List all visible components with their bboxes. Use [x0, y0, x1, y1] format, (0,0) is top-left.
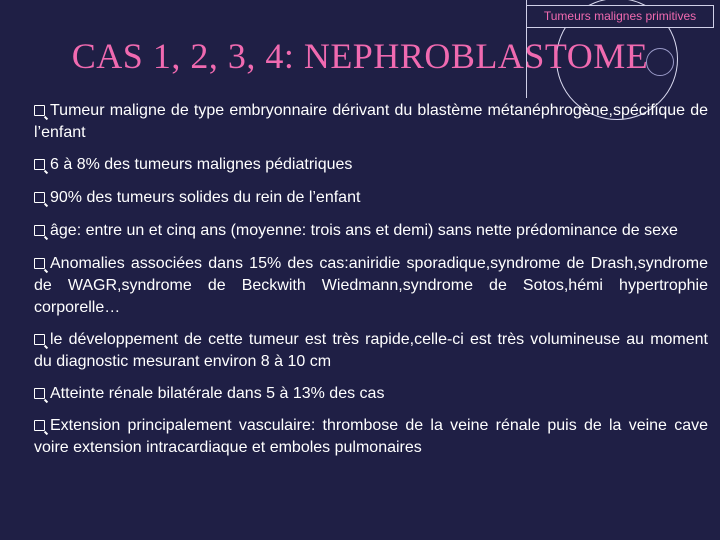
- checkbox-bullet-icon: [34, 225, 45, 236]
- bullet-item: [34, 329, 708, 373]
- bullet-text: Atteinte rénale bilatérale dans 5 à 13% des cas: [50, 385, 385, 402]
- bullet-text: âge: entre un et cinq ans (moyenne: trois ans et demi) sans nette prédominance de sexe: [50, 222, 678, 239]
- bullet-item: [34, 187, 708, 209]
- bullet-item: [34, 154, 708, 176]
- bullet-item: [34, 383, 708, 405]
- section-tag: Tumeurs malignes primitives: [527, 5, 714, 28]
- bullet-item: [34, 100, 708, 144]
- checkbox-bullet-icon: [34, 420, 45, 431]
- bullet-text: Anomalies associées dans 15% des cas:aniridie sporadique,syndrome de Drash,syndrome de WAGR,syndrome de Beckwith Wiedmann,syndrome de Sotos,hémi hypertrophie corporelle…: [34, 255, 708, 316]
- slide-title: CAS 1, 2, 3, 4: NEPHROBLASTOME: [71, 36, 649, 76]
- checkbox-bullet-icon: [34, 105, 45, 116]
- checkbox-bullet-icon: [34, 192, 45, 203]
- checkbox-bullet-icon: [34, 334, 45, 345]
- bullet-text: Tumeur maligne de type embryonnaire dérivant du blastème métanéphrogène,spécifique de l’enfant: [34, 102, 708, 141]
- checkbox-bullet-icon: [34, 159, 45, 170]
- bullet-text: le développement de cette tumeur est très rapide,celle-ci est très volumineuse au moment du diagnostic mesurant environ 8 à 10 cm: [34, 331, 708, 370]
- checkbox-bullet-icon: [34, 388, 45, 399]
- bullet-text: Extension principalement vasculaire: thrombose de la veine rénale puis de la veine cave voire extension intracardiaque et emboles pulmonaires: [34, 417, 708, 456]
- bullet-item: [34, 415, 708, 459]
- bullet-item: [34, 253, 708, 319]
- bullet-item: [34, 220, 708, 242]
- bullet-list: [34, 98, 708, 459]
- bullet-text: 6 à 8% des tumeurs malignes pédiatriques: [50, 156, 353, 173]
- checkbox-bullet-icon: [34, 258, 45, 269]
- bullet-text: 90% des tumeurs solides du rein de l’enfant: [50, 189, 361, 206]
